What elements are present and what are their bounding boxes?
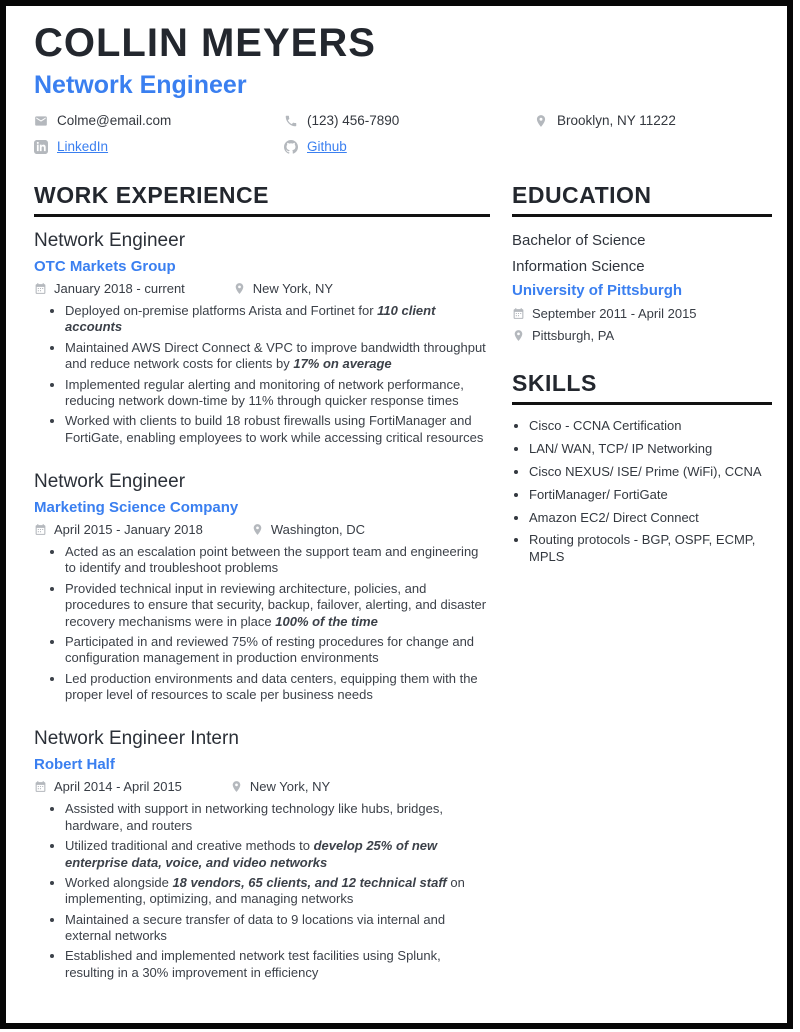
bullet-text: Participated in and reviewed 75% of resting procedures for change and configuration management in production environments (65, 633, 475, 666)
bullet-item (65, 581, 490, 630)
job-company: Robert Half (34, 756, 115, 774)
bullet-item (65, 377, 490, 410)
contact-github (284, 139, 534, 154)
github-link[interactable]: Github (307, 139, 347, 154)
contact-info (34, 113, 772, 154)
bullet-emphasis: develop 25% of new enterprise data, voice, and video networks (65, 838, 438, 870)
job-dates (34, 779, 182, 794)
job-company: OTC Markets Group (34, 258, 176, 275)
job-company: Marketing Science Company (34, 499, 239, 516)
location-pin-icon (230, 780, 243, 793)
bullet-text: Maintained AWS Direct Connect & VPC to improve bandwidth throughput and reduce network costs for clients by (65, 339, 486, 372)
education-location-text: Pittsburgh, PA (532, 328, 615, 343)
education-section (512, 182, 772, 343)
bullet-text: Assisted with support in networking technology like hubs, bridges, hardware, and routers (65, 801, 443, 833)
work-experience-section (34, 182, 490, 1006)
location-pin-icon (512, 329, 525, 342)
skills-list (512, 418, 772, 566)
bullet-text: Deployed on-premise platforms Arista and Fortinet for (65, 303, 378, 318)
contact-location (534, 113, 772, 128)
bullet-text: Established and implemented network test facilities using Splunk, resulting in a 30% improvement in efficiency (65, 948, 441, 980)
contact-linkedin (34, 139, 284, 154)
bullet-item (65, 544, 490, 577)
location-pin-icon (534, 114, 548, 128)
contact-phone (284, 113, 534, 128)
job-meta (34, 281, 490, 296)
education-school: University of Pittsburgh (512, 282, 683, 299)
skill-item: • Cisco NEXUS/ ISE/ Prime (WiFi), CCNA (529, 464, 772, 481)
jobs-list (34, 230, 490, 981)
location-text: Brooklyn, NY 11222 (557, 113, 676, 128)
job-location-text: New York, NY (249, 779, 331, 795)
job-location-text: New York, NY (252, 281, 333, 296)
linkedin-icon (34, 140, 48, 154)
bullet-text: Implemented regular alerting and monitoring of network performance, reducing network down-time by 11% through quicker response times (65, 376, 464, 408)
job-dates-text: April 2015 - January 2018 (54, 522, 203, 537)
bullet-item (65, 303, 490, 336)
bullet-text: Led production environments and data centers, equipping them with the proper level of resources to scale per business needs (65, 670, 478, 702)
job-title: Network Engineer (34, 471, 186, 492)
phone-icon (284, 114, 298, 128)
bullet-item (65, 948, 490, 981)
education-heading: EDUCATION (512, 182, 772, 217)
skills-section (512, 370, 772, 566)
bullet-item (65, 671, 490, 704)
bullet-emphasis: 110 client accounts (65, 303, 436, 335)
skill-item: • Cisco - CCNA Certification (529, 418, 772, 435)
person-job-title: Network Engineer (34, 71, 247, 99)
bullet-text: Worked with clients to build 18 robust firewalls using FortiManager and FortiGate, enabling employees to work while accessing critical resources (65, 413, 484, 445)
job-entry (34, 471, 490, 703)
bullet-text: on implementing, optimizing, and managing networks (65, 874, 465, 907)
bullet-emphasis: 100% of the time (275, 613, 378, 629)
job-dates-text: April 2014 - April 2015 (54, 779, 182, 795)
education-dates (512, 306, 772, 321)
bullet-emphasis: 18 vendors, 65 clients, and 12 technical staff (172, 874, 447, 890)
bullet-item (65, 912, 490, 945)
education-degree: Bachelor of Science (512, 232, 646, 249)
person-name: COLLIN MEYERS (34, 21, 376, 65)
job-entry (34, 728, 490, 981)
education-major: Information Science (512, 258, 645, 275)
location-pin-icon (233, 282, 246, 295)
bullet-text: Worked alongside (65, 874, 173, 890)
calendar-icon (34, 282, 47, 295)
job-dates-text: January 2018 - current (54, 281, 185, 296)
job-location (230, 779, 330, 794)
job-meta (34, 522, 490, 537)
work-experience-heading: WORK EXPERIENCE (34, 182, 490, 217)
job-location (233, 281, 333, 296)
job-title: Network Engineer (34, 230, 186, 251)
skill-item: • Routing protocols - BGP, OSPF, ECMP, MPLS (529, 532, 772, 566)
education-location (512, 328, 772, 343)
skill-item: • FortiManager/ FortiGate (529, 487, 772, 504)
job-location-text: Washington, DC (270, 522, 366, 537)
job-location (251, 522, 365, 537)
job-title: Network Engineer Intern (34, 728, 239, 750)
skills-heading: SKILLS (512, 370, 772, 405)
calendar-icon (34, 523, 47, 536)
bullet-text: Acted as an escalation point between the support team and engineering to identify and troubleshoot problems (65, 544, 479, 576)
email-icon (34, 114, 48, 128)
bullet-item (65, 634, 490, 667)
job-bullets (34, 303, 490, 446)
job-dates (34, 281, 185, 296)
bullet-emphasis: 17% on average (293, 356, 392, 372)
skill-item: • LAN/ WAN, TCP/ IP Networking (529, 441, 772, 458)
bullet-item (65, 875, 490, 908)
bullet-item (65, 340, 490, 373)
job-dates (34, 522, 203, 537)
job-bullets (34, 801, 490, 981)
email-text: Colme@email.com (57, 113, 172, 128)
linkedin-link[interactable]: LinkedIn (57, 139, 109, 154)
education-dates-text: September 2011 - April 2015 (532, 306, 697, 321)
bullet-item (65, 801, 490, 834)
bullet-text: Maintained a secure transfer of data to 9 locations via internal and external networks (65, 911, 446, 943)
calendar-icon (512, 307, 525, 320)
github-icon (284, 140, 298, 154)
job-bullets (34, 544, 490, 703)
bullet-text: Utilized traditional and creative methods to (65, 838, 314, 854)
bullet-item (65, 413, 490, 446)
phone-text: (123) 456-7890 (307, 113, 400, 128)
bullet-text: Provided technical input in reviewing architecture, policies, and procedures to ensure that security, backup, failover, alerting, and disaster recovery mechanisms were in place (65, 580, 487, 629)
job-meta (34, 779, 490, 794)
calendar-icon (34, 780, 47, 793)
job-entry (34, 230, 490, 446)
location-pin-icon (251, 523, 264, 536)
resume-header (34, 22, 772, 154)
bullet-item (65, 838, 490, 871)
skill-item: • Amazon EC2/ Direct Connect (529, 510, 772, 527)
contact-email (34, 113, 284, 128)
